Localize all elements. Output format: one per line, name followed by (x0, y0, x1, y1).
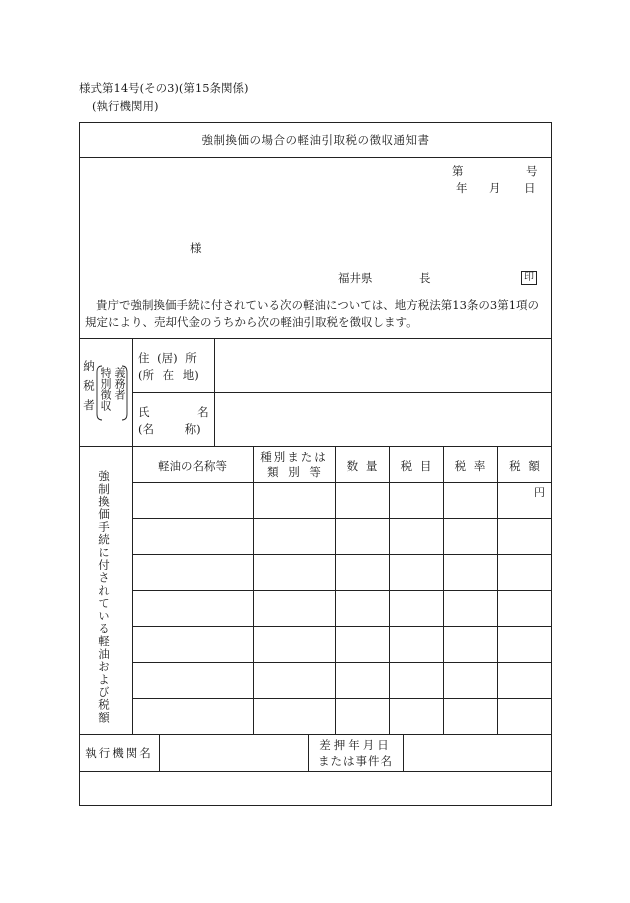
issuer-title: 長 (419, 271, 431, 285)
rule-taxpayer (79, 446, 552, 447)
name-label: 氏 名 (138, 405, 209, 419)
rule-col (389, 446, 390, 734)
cell-item[interactable] (393, 674, 439, 690)
cell-quantity[interactable] (339, 602, 385, 618)
cell-name[interactable] (136, 494, 249, 510)
cell-rate[interactable] (447, 710, 493, 726)
cell-type[interactable] (257, 674, 331, 690)
rule-address (132, 392, 552, 393)
cell-rate[interactable] (447, 602, 493, 618)
rule-table-bottom (79, 734, 552, 735)
rule-title (79, 157, 552, 158)
rule-row (132, 698, 552, 699)
cell-amount[interactable] (501, 566, 548, 582)
header-quantity: 数 量 (346, 459, 378, 473)
rule-footer-col (159, 734, 160, 771)
header-oil-name: 軽油の名称等 (158, 459, 227, 473)
agency-field[interactable] (166, 745, 302, 761)
cell-item[interactable] (393, 710, 439, 726)
rule-footer (79, 771, 552, 772)
cell-type[interactable] (257, 566, 331, 582)
cell-name[interactable] (136, 530, 249, 546)
seal-mark: 印 (521, 271, 537, 285)
name-field[interactable] (222, 412, 542, 428)
date-day: 日 (524, 181, 536, 195)
cell-amount[interactable] (501, 530, 548, 546)
cell-item[interactable] (393, 566, 439, 582)
seizure-field[interactable] (410, 745, 546, 761)
name-label-sub: (名 称) (138, 422, 201, 436)
seizure-label-sub: または事件名 (318, 754, 393, 768)
cell-rate[interactable] (447, 494, 493, 510)
rule-row (132, 554, 552, 555)
rule-col (253, 446, 254, 734)
cell-quantity[interactable] (339, 566, 385, 582)
date-year: 年 (456, 181, 468, 195)
cell-rate[interactable] (447, 530, 493, 546)
rule-row (132, 590, 552, 591)
cell-amount[interactable] (501, 638, 548, 654)
cell-name[interactable] (136, 710, 249, 726)
taxpayer-label: 納税者 (82, 360, 96, 419)
taxpayer-sub-label-1: 義務者 (113, 367, 126, 400)
cell-amount[interactable] (501, 602, 548, 618)
cell-type[interactable] (257, 638, 331, 654)
seizure-label: 差押年月日 (319, 738, 392, 752)
rule-header (132, 482, 552, 483)
cell-type[interactable] (257, 710, 331, 726)
cell-name[interactable] (136, 602, 249, 618)
rule-col (335, 446, 336, 734)
form-number: 様式第14号(その3)(第15条関係) (79, 81, 249, 95)
address-field[interactable] (222, 358, 542, 374)
cell-type[interactable] (257, 602, 331, 618)
document-title: 強制換価の場合の軽油引取税の徴収通知書 (201, 133, 430, 147)
cell-item[interactable] (393, 602, 439, 618)
rule-row (132, 626, 552, 627)
cell-quantity[interactable] (339, 710, 385, 726)
header-tax-amount: 税 額 (509, 459, 540, 473)
cell-rate[interactable] (447, 566, 493, 582)
header-tax-rate: 税 率 (454, 459, 486, 473)
cell-item[interactable] (393, 530, 439, 546)
cell-rate[interactable] (447, 674, 493, 690)
address-label: 住 (居) 所 (138, 351, 197, 365)
cell-amount[interactable] (501, 710, 548, 726)
rule-taxpayer-label (214, 338, 215, 446)
cell-quantity[interactable] (339, 530, 385, 546)
usage-label: (執行機関用) (92, 99, 159, 113)
header-type-sub: 類 別 等 (267, 465, 321, 479)
rule-side-column (132, 338, 133, 734)
issuer-prefecture: 福井県 (338, 271, 373, 285)
cell-quantity[interactable] (339, 674, 385, 690)
cell-amount[interactable] (501, 674, 548, 690)
header-type: 種別または (260, 450, 328, 464)
cell-name[interactable] (136, 566, 249, 582)
remarks-field[interactable] (86, 780, 544, 798)
number-suffix: 号 (526, 164, 538, 178)
date-month: 月 (489, 181, 501, 195)
cell-quantity[interactable] (339, 494, 385, 510)
cell-item[interactable] (393, 638, 439, 654)
goods-side-label: 強制換価手続に付されている軽油および税額 (97, 470, 111, 724)
agency-label: 執行機関名 (85, 746, 153, 760)
currency-unit: 円 (534, 486, 545, 499)
address-label-sub: (所 在 地) (138, 368, 199, 382)
rule-row (132, 518, 552, 519)
cell-amount[interactable] (501, 494, 548, 510)
cell-type[interactable] (257, 494, 331, 510)
rule-row (132, 662, 552, 663)
cell-name[interactable] (136, 674, 249, 690)
cell-type[interactable] (257, 530, 331, 546)
number-prefix: 第 (452, 164, 464, 178)
notice-body: 貴庁で強制換価手続に付されている次の軽油については、地方税法第13条の3第1項の規定により、売却代金のうちから次の軽油引取税を徴収します。 (85, 298, 540, 329)
rule-col (443, 446, 444, 734)
addressee-honorific: 様 (190, 241, 202, 255)
rule-col (497, 446, 498, 734)
header-tax-item: 税 目 (400, 459, 432, 473)
rule-intro (79, 338, 552, 339)
cell-quantity[interactable] (339, 638, 385, 654)
taxpayer-sub-label-2: 特別徴収 (99, 367, 112, 411)
cell-item[interactable] (393, 494, 439, 510)
cell-rate[interactable] (447, 638, 493, 654)
cell-name[interactable] (136, 638, 249, 654)
rule-footer-col (403, 734, 404, 771)
